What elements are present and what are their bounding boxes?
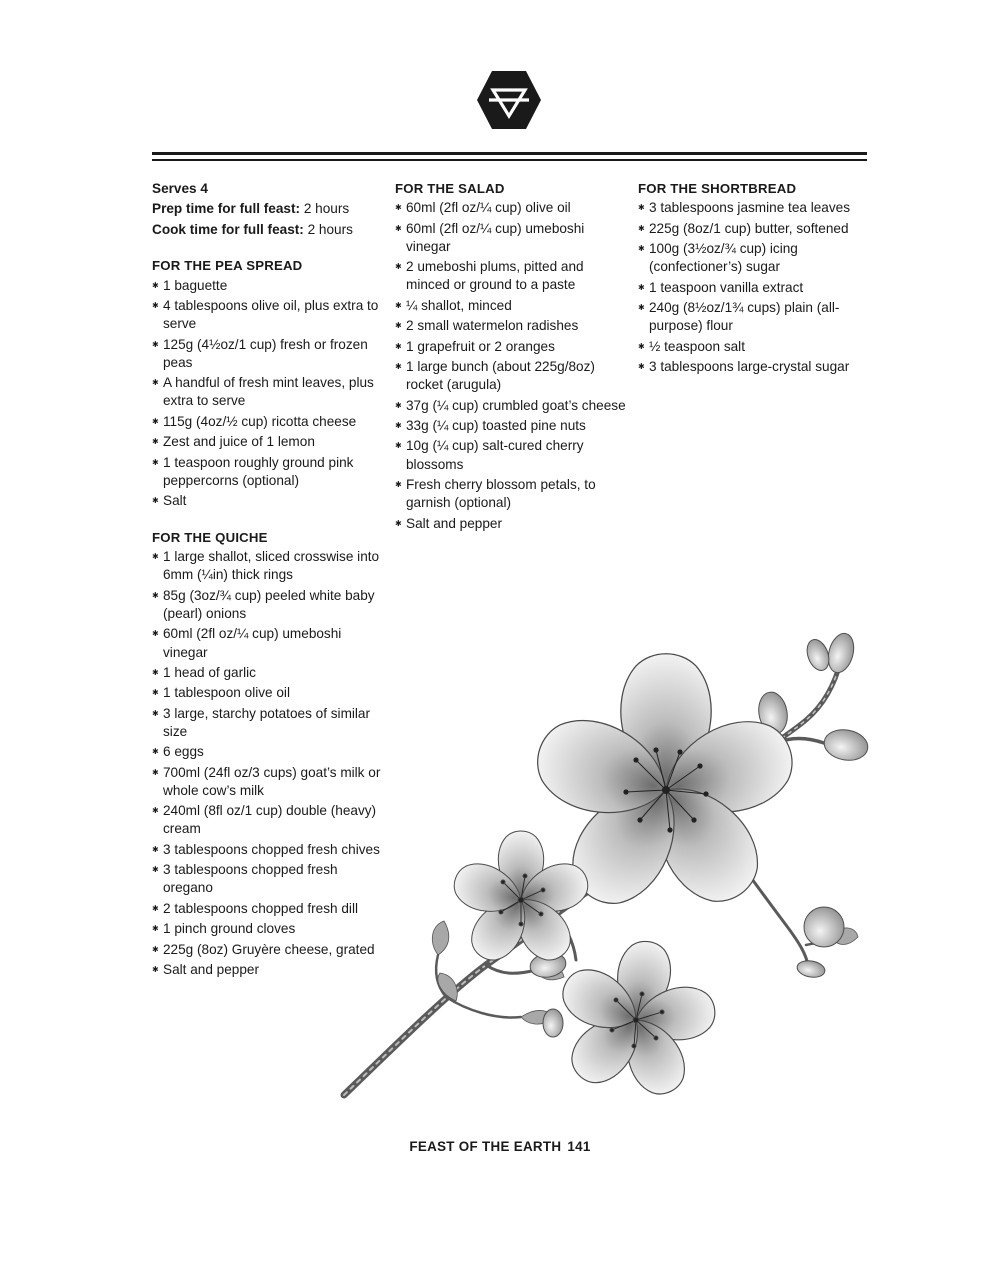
ingredient-item: ✱ 240g (8½oz/1¾ cups) plain (all-purpose) flour xyxy=(638,299,878,335)
section-title: FOR THE QUICHE xyxy=(152,529,268,545)
cook-time: Cook time for full feast: 2 hours xyxy=(152,221,353,237)
page-footer xyxy=(0,1139,1000,1154)
ingredient-item: ✱ 1 head of garlic xyxy=(152,664,387,682)
ingredient-item: ✱ 60ml (2fl oz/¼ cup) umeboshi vinegar xyxy=(152,625,387,661)
ingredient-item: ✱ 6 eggs xyxy=(152,743,387,761)
ingredient-item: ✱ Fresh cherry blossom petals, to garnish (optional) xyxy=(395,476,630,512)
header-rule-thin xyxy=(152,159,867,161)
ingredient-item: ✱ 1 grapefruit or 2 oranges xyxy=(395,338,630,356)
ingredient-item: ✱ 225g (8oz/1 cup) butter, softened xyxy=(638,220,878,238)
page-number: 141 xyxy=(567,1139,591,1154)
ingredient-item: ✱ 2 small watermelon radishes xyxy=(395,317,630,335)
ingredient-item: ✱ 1 teaspoon roughly ground pink peppercorns (optional) xyxy=(152,454,387,490)
ingredient-item: ✱ 2 tablespoons chopped fresh dill xyxy=(152,900,387,918)
header-rule-thick xyxy=(152,152,867,155)
ingredient-item: ✱ 10g (¼ cup) salt-cured cherry blossoms xyxy=(395,437,630,473)
serves: Serves 4 xyxy=(152,181,208,196)
ingredient-item: ✱ Salt and pepper xyxy=(152,961,387,979)
ingredient-item: ✱ 100g (3½oz/¾ cup) icing (confectioner’s) sugar xyxy=(638,240,878,276)
column-middle xyxy=(395,180,630,535)
ingredient-list xyxy=(152,277,387,511)
section-salad xyxy=(395,180,630,533)
ingredient-item: ✱ 1 tablespoon olive oil xyxy=(152,684,387,702)
column-right xyxy=(638,180,878,378)
ingredient-item: ✱ 115g (4oz/½ cup) ricotta cheese xyxy=(152,413,387,431)
ingredient-list xyxy=(395,199,630,533)
ingredient-item: ✱ 2 umeboshi plums, pitted and minced or ground to a paste xyxy=(395,258,630,294)
ingredient-item: ✱ Salt and pepper xyxy=(395,515,630,533)
ingredient-item: ✱ 700ml (24fl oz/3 cups) goat’s milk or whole cow’s milk xyxy=(152,764,387,800)
section-pea-spread xyxy=(152,257,387,510)
cherry-blossom-illustration xyxy=(336,625,881,1115)
ingredient-item: ✱ ¼ shallot, minced xyxy=(395,297,630,315)
prep-time: Prep time for full feast: 2 hours xyxy=(152,201,350,217)
ingredient-item: ✱ 225g (8oz) Gruyère cheese, grated xyxy=(152,941,387,959)
ingredient-item: ✱ 37g (¼ cup) crumbled goat’s cheese xyxy=(395,397,630,415)
earth-emblem-icon xyxy=(476,70,542,130)
footer-title: FEAST OF THE EARTH xyxy=(409,1139,562,1154)
ingredient-item: ✱ 1 large bunch (about 225g/8oz) rocket (arugula) xyxy=(395,358,630,394)
ingredient-item: ✱ Zest and juice of 1 lemon xyxy=(152,433,387,451)
ingredient-item: ✱ ½ teaspoon salt xyxy=(638,338,878,356)
ingredient-item: ✱ 3 tablespoons chopped fresh oregano xyxy=(152,861,387,897)
ingredient-item: ✱ 240ml (8fl oz/1 cup) double (heavy) cream xyxy=(152,802,387,838)
ingredient-item: ✱ A handful of fresh mint leaves, plus extra to serve xyxy=(152,374,387,410)
ingredient-list xyxy=(638,199,878,376)
recipe-meta xyxy=(152,180,387,239)
section-title: FOR THE SHORTBREAD xyxy=(638,181,797,196)
ingredient-item: ✱ 1 baguette xyxy=(152,277,387,295)
ingredient-item: ✱ 3 tablespoons jasmine tea leaves xyxy=(638,199,878,217)
ingredient-item: ✱ 3 tablespoons large-crystal sugar xyxy=(638,358,878,376)
ingredient-item: ✱ Salt xyxy=(152,492,387,510)
ingredient-item: ✱ 3 tablespoons chopped fresh chives xyxy=(152,841,387,859)
ingredient-item: ✱ 60ml (2fl oz/¼ cup) olive oil xyxy=(395,199,630,217)
ingredient-item: ✱ 4 tablespoons olive oil, plus extra to serve xyxy=(152,297,387,333)
section-title: FOR THE SALAD xyxy=(395,181,505,196)
section-title: FOR THE PEA SPREAD xyxy=(152,258,303,274)
ingredient-item: ✱ 3 large, starchy potatoes of similar size xyxy=(152,705,387,741)
ingredient-item: ✱ 1 teaspoon vanilla extract xyxy=(638,279,878,297)
ingredient-item: ✱ 85g (3oz/¾ cup) peeled white baby (pearl) onions xyxy=(152,587,387,623)
ingredient-item: ✱ 125g (4½oz/1 cup) fresh or frozen peas xyxy=(152,336,387,372)
ingredient-item: ✱ 60ml (2fl oz/¼ cup) umeboshi vinegar xyxy=(395,220,630,256)
section-shortbread xyxy=(638,180,878,376)
ingredient-item: ✱ 33g (¼ cup) toasted pine nuts xyxy=(395,417,630,435)
ingredient-item: ✱ 1 large shallot, sliced crosswise into 6mm (¼in) thick rings xyxy=(152,548,387,584)
ingredient-item: ✱ 1 pinch ground cloves xyxy=(152,920,387,938)
